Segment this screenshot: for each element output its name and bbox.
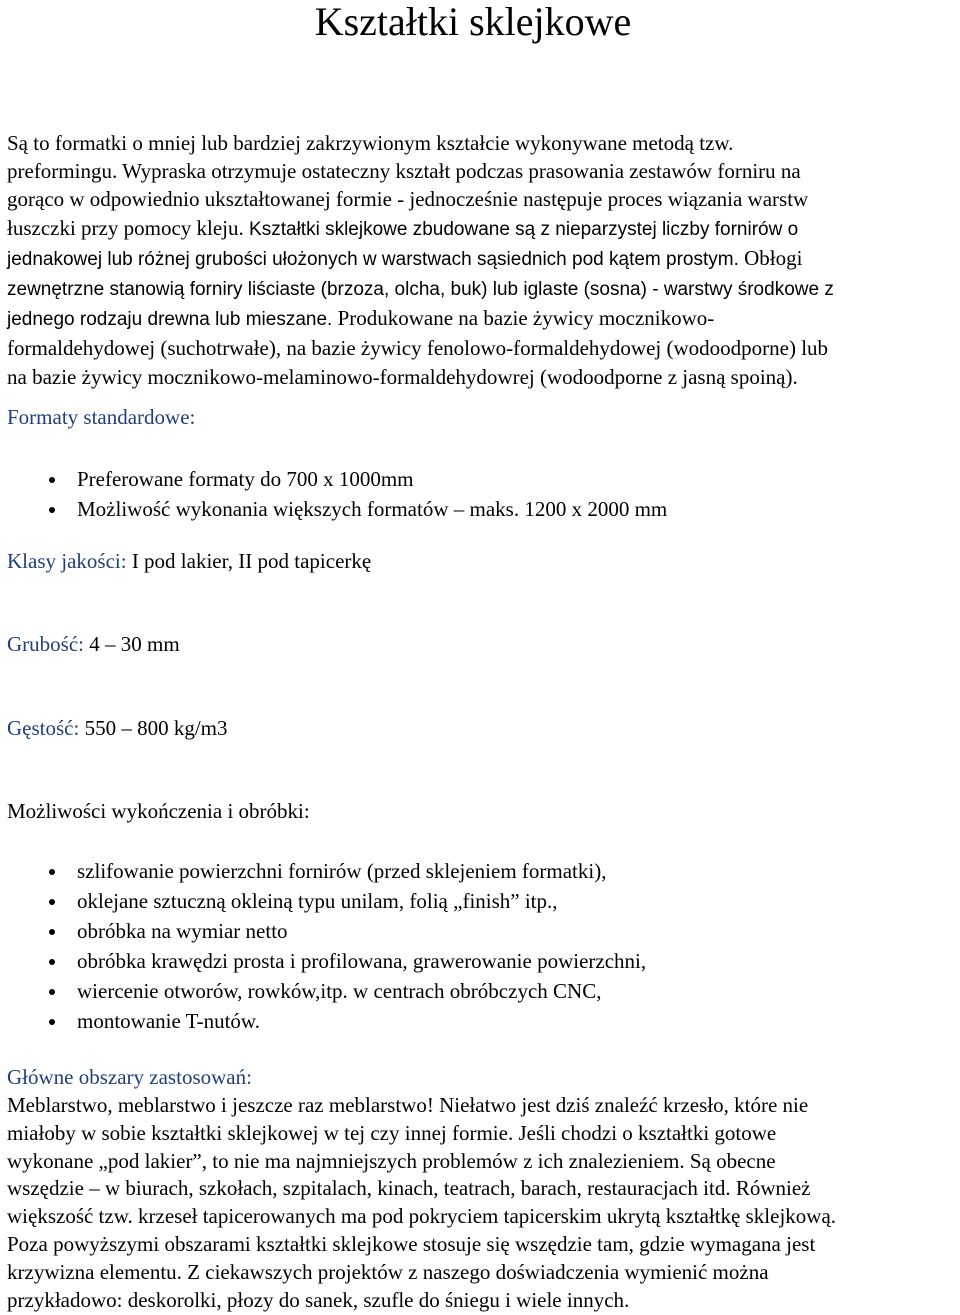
list-item-text: obróbka krawędzi prosta i profilowana, grawerowanie powierzchni, [77, 949, 647, 973]
bullet-icon [49, 477, 55, 483]
density-value: 550 – 800 kg/m3 [79, 716, 228, 740]
paragraph-line: większość tzw. krzeseł tapicerowanych ma pod pokryciem tapicerskim ukrytą kształtkę sklejkową. [7, 1204, 837, 1229]
paragraph-line: Meblarstwo, meblarstwo i jeszcze raz meblarstwo! Niełatwo jest dziś znaleźć krzesło, które nie [7, 1093, 809, 1117]
list-item-text: obróbka na wymiar netto [77, 919, 288, 943]
paragraph-line: krzywizna elementu. Z ciekawszych projektów z naszego doświadczenia wymienić można [7, 1259, 769, 1284]
intro-line: łuszczki przy pomocy kleju. [7, 215, 244, 240]
intro-line: zewnętrzne stanowią forniry liściaste (brzoza, olcha, buk) lub iglaste (sosna) - warstwy środkowe z [7, 279, 834, 301]
formats-heading: Formaty standardowe: [7, 405, 196, 429]
quality-row [7, 549, 371, 574]
thickness-label: Grubość: [7, 632, 84, 656]
finishing-list [7, 856, 646, 1036]
intro-line: gorąco w odpowiednio ukształtowanej formie - jednocześnie następuje proces wiązania warstw [7, 187, 809, 212]
bullet-icon [49, 1019, 55, 1025]
intro-line: Są to formatki o mniej lub bardziej zakrzywionym kształcie wykonywane metodą tzw. [7, 131, 734, 155]
intro-line: Kształtki sklejkowe zbudowane są z nieparzystej liczby fornirów o [243, 218, 799, 240]
bullet-icon [49, 507, 55, 513]
intro-line: Produkowane na bazie żywicy mocznikowo- [332, 306, 715, 331]
paragraph-line: wszędzie – w biurach, szkołach, szpitalach, kinach, teatrach, barach, restauracjach itd. Również [7, 1176, 811, 1201]
paragraph-line: przykładowo: deskorolki, płozy do sanek, szufle do śniegu i wiele innych. [7, 1287, 630, 1312]
intro-line: jednego rodzaju drewna lub mieszane. [7, 309, 333, 331]
list-item-text: Możliwość wykonania większych formatów – maks. 1200 x 2000 mm [77, 497, 668, 521]
bullet-icon [49, 929, 55, 935]
thickness-value: 4 – 30 mm [84, 632, 180, 656]
list-item [7, 886, 646, 916]
page-title: Kształtki sklejkowe [314, 0, 632, 44]
bullet-icon [49, 869, 55, 875]
intro-line: formaldehydowej (suchotrwałe), na bazie żywicy fenolowo-formaldehydowej (wodoodporne) lub [7, 336, 829, 361]
applications-heading: Główne obszary zastosowań: [7, 1065, 252, 1089]
list-item-text: wiercenie otworów, rowków,itp. w centrach obróbczych CNC, [77, 979, 602, 1003]
list-item [7, 976, 646, 1006]
intro-line: preformingu. Wypraska otrzymuje ostateczny kształt podczas prasowania zestawów forniru na [7, 159, 801, 184]
list-item [7, 856, 646, 886]
paragraph-line: wykonane „pod lakier”, to nie ma najmniejszych problemów z ich znalezieniem. Są obecne [7, 1148, 776, 1173]
density-row [7, 716, 228, 741]
list-item [7, 494, 667, 524]
thickness-row [7, 632, 180, 657]
list-item [7, 464, 667, 494]
bullet-icon [49, 959, 55, 965]
bullet-icon [49, 989, 55, 995]
list-item [7, 916, 646, 946]
intro-line: na bazie żywicy mocznikowo-melaminowo-formaldehydowrej (wodoodporne z jasną spoiną). [7, 364, 798, 389]
bullet-icon [49, 899, 55, 905]
quality-value: I pod lakier, II pod tapicerkę [126, 549, 372, 573]
list-item-text: montowanie T-nutów. [77, 1009, 260, 1033]
intro-line: jednakowej lub różnej grubości ułożonych w warstwach sąsiednich pod kątem prostym. [7, 248, 739, 270]
intro-paragraph [7, 129, 960, 391]
density-label: Gęstość: [7, 716, 80, 740]
list-item-text: Preferowane formaty do 700 x 1000mm [77, 467, 414, 491]
list-item-text: szlifowanie powierzchni fornirów (przed sklejeniem formatki), [77, 859, 607, 883]
list-item [7, 1006, 646, 1036]
finishing-heading: Możliwości wykończenia i obróbki: [7, 799, 310, 823]
formats-list [7, 464, 667, 524]
list-item [7, 946, 646, 976]
intro-line: Obłogi [738, 245, 803, 270]
paragraph-line: miałoby w sobie kształtki sklejkowej w tej czy innej formie. Jeśli chodzi o kształtki gotowe [7, 1120, 777, 1145]
applications-paragraph [7, 1092, 960, 1314]
quality-label: Klasy jakości: [7, 549, 127, 573]
paragraph-line: Poza powyższymi obszarami kształtki sklejkowe stosuje się wszędzie tam, gdzie wymagana jest [7, 1231, 816, 1256]
list-item-text: oklejane sztuczną okleiną typu unilam, folią „finish” itp., [77, 889, 558, 913]
